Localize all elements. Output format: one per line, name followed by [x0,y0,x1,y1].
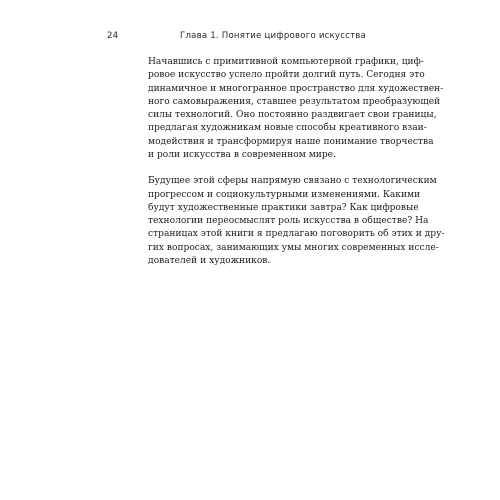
text-line: дователей и художников. [148,255,271,266]
text-line: ного самовыражения, ставшее результатом преобразующей [148,96,441,107]
text-line: гих вопросах, занимающих умы многих современных иссле- [148,242,439,253]
paragraph-2 [148,175,445,268]
text-line: силы технологий. Оно постоянно раздвигает свои границы, [148,110,437,120]
text-line: динамичное и многогранное пространство для художествен- [148,83,444,94]
text-line: предлагая художникам новые способы креативного взаи- [148,123,427,134]
text-line: и роли искусства в современном мире. [148,149,336,160]
text-line: модействия и трансформируя наше понимание творчества [148,136,434,147]
text-line: технологии переосмыслят роль искусства в обществе? На [148,216,429,226]
text-line: Начавшись с примитивной компьютерной графики, циф- [148,57,424,67]
body-text [148,56,445,268]
text-line: страницах этой книги я предлагаю поговорить об этих и дру- [148,229,445,240]
page-number: 24 [107,31,119,41]
paragraph-spacer [148,162,384,175]
chapter-title: Глава 1. Понятие цифрового искусства [180,31,367,41]
text-line: будут художественные практики завтра? Как цифровые [148,202,419,213]
text-line: ровое искусство успело пройти долгий путь. Сегодня это [148,70,425,81]
text-line: Будущее этой сферы напрямую связано с технологическим [148,176,437,187]
paragraph-1 [148,56,444,162]
text-line: прогрессом и социокультурными изменениями. Какими [148,189,421,200]
running-head [0,31,500,47]
